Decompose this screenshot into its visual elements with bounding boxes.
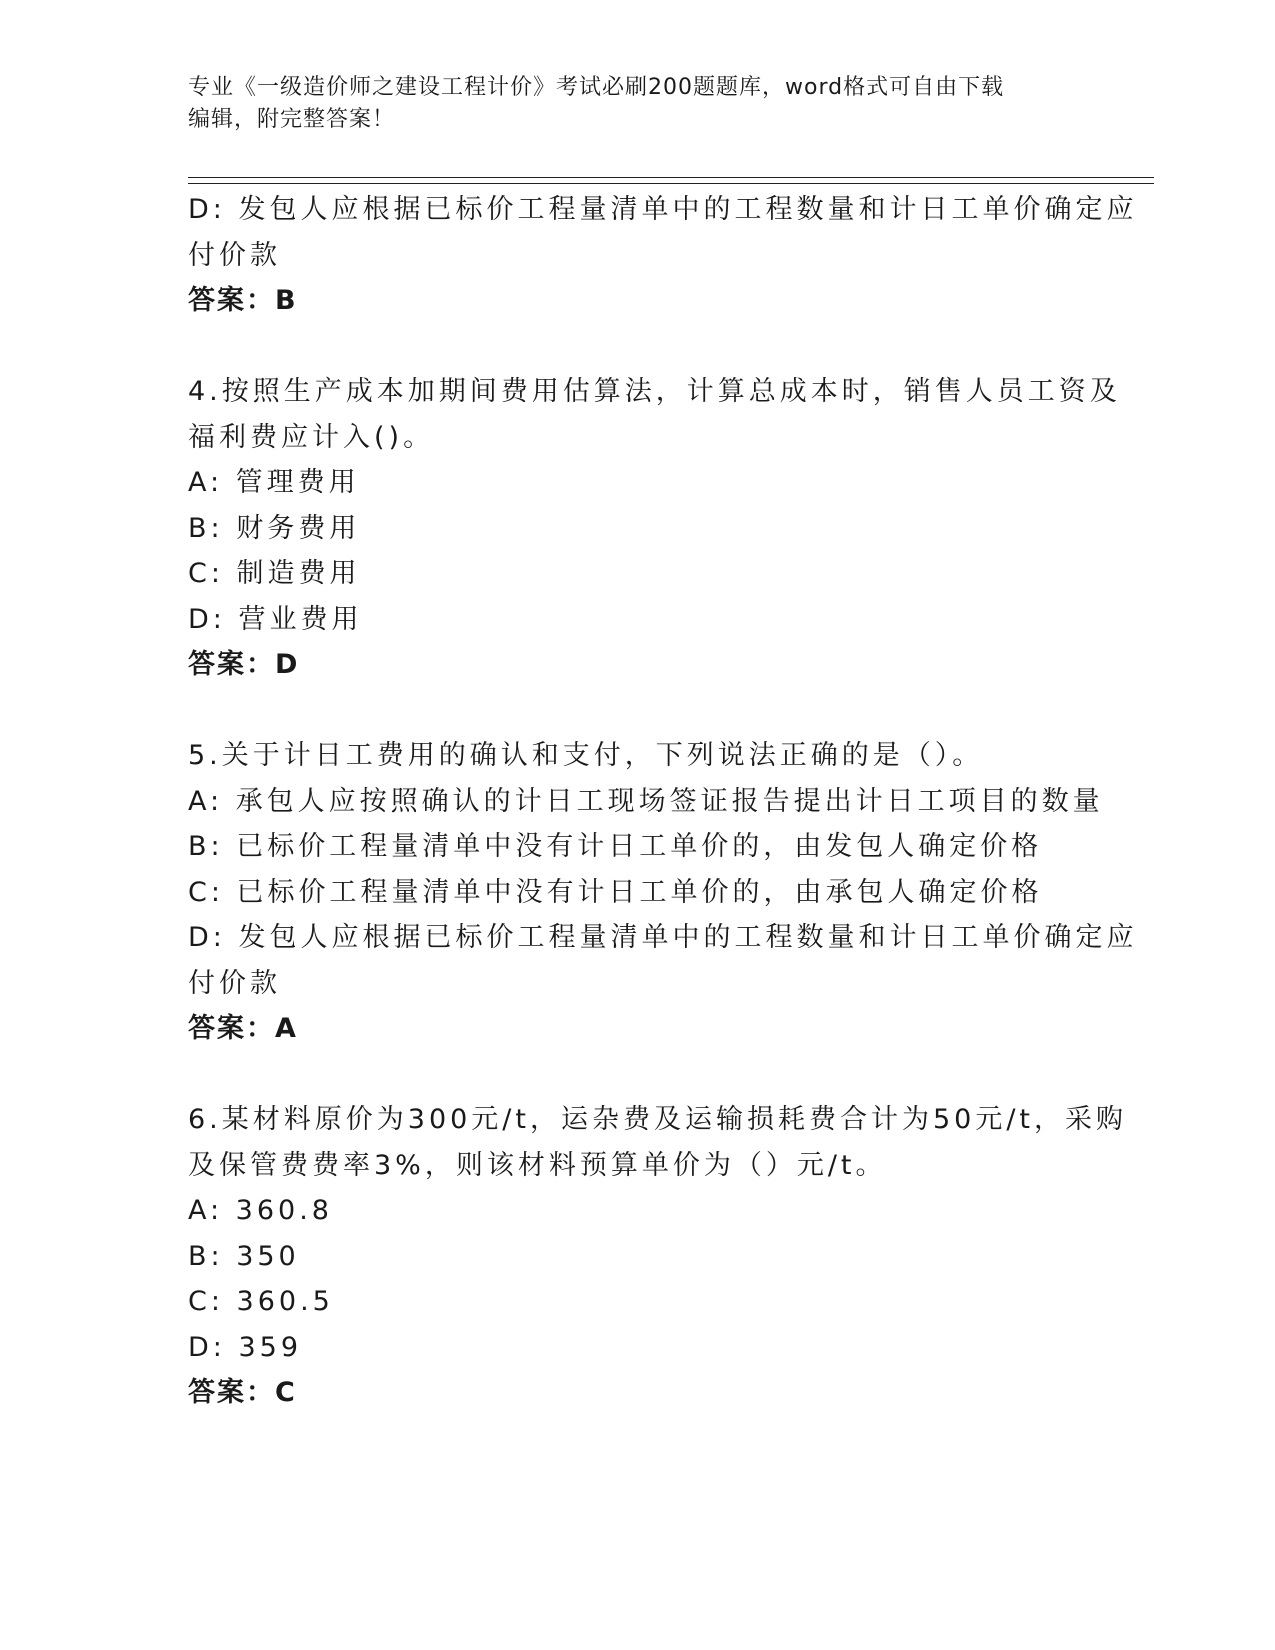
answer: 答案：A — [188, 1013, 298, 1044]
document-body — [188, 187, 1138, 1416]
spacer — [188, 688, 1088, 734]
option-c: C: 360.5 — [188, 1286, 334, 1317]
question-carryover — [188, 187, 1138, 324]
option-d: D: 发包人应根据已标价工程量清单中的工程数量和计日工单价确定应 — [188, 194, 1138, 225]
option-d: D: 营业费用 — [188, 603, 363, 635]
option-b: B: 已标价工程量清单中没有计日工单价的，由发包人确定价格 — [188, 831, 1043, 862]
question-stem-continued: 福利费应计入()。 — [188, 421, 435, 453]
option-d: D: 发包人应根据已标价工程量清单中的工程数量和计日工单价确定应 — [188, 922, 1138, 953]
option-a: A: 360.8 — [188, 1195, 333, 1226]
spacer — [188, 324, 1088, 370]
option-d-continued: 付价款 — [188, 239, 281, 271]
option-a: A: 管理费用 — [188, 467, 360, 498]
spacer — [188, 1052, 1088, 1098]
option-d-continued: 付价款 — [188, 967, 281, 999]
question-stem: 5.关于计日工费用的确认和支付，下列说法正确的是（）。 — [188, 740, 984, 771]
option-c: C: 制造费用 — [188, 558, 361, 589]
question-6 — [188, 1097, 1128, 1416]
option-d: D: 359 — [188, 1331, 303, 1363]
document-header — [188, 72, 1088, 136]
option-b: B: 财务费用 — [188, 512, 361, 544]
answer: 答案：D — [188, 649, 300, 680]
header-line-1: 专业《一级造价师之建设工程计价》考试必刷200题题库，word格式可自由下载 — [188, 75, 1005, 100]
option-c: C: 已标价工程量清单中没有计日工单价的，由承包人确定价格 — [188, 876, 1043, 908]
question-stem: 4.按照生产成本加期间费用估算法，计算总成本时，销售人员工资及 — [188, 376, 1121, 407]
option-a: A: 承包人应按照确认的计日工现场签证报告提出计日工项目的数量 — [188, 785, 1104, 817]
question-stem: 6.某材料原价为300元/t，运杂费及运输损耗费合计为50元/t，采购 — [188, 1104, 1128, 1135]
question-4 — [188, 369, 1121, 688]
answer: 答案：C — [188, 1377, 297, 1408]
header-divider-top — [188, 177, 1154, 178]
header-line-2: 编辑，附完整答案！ — [188, 107, 396, 132]
question-stem-continued: 及保管费费率3%，则该材料预算单价为（）元/t。 — [188, 1149, 887, 1181]
option-b: B: 350 — [188, 1240, 300, 1272]
header-divider-bottom — [188, 183, 1154, 184]
answer: 答案：B — [188, 285, 298, 316]
question-5 — [188, 733, 1138, 1052]
